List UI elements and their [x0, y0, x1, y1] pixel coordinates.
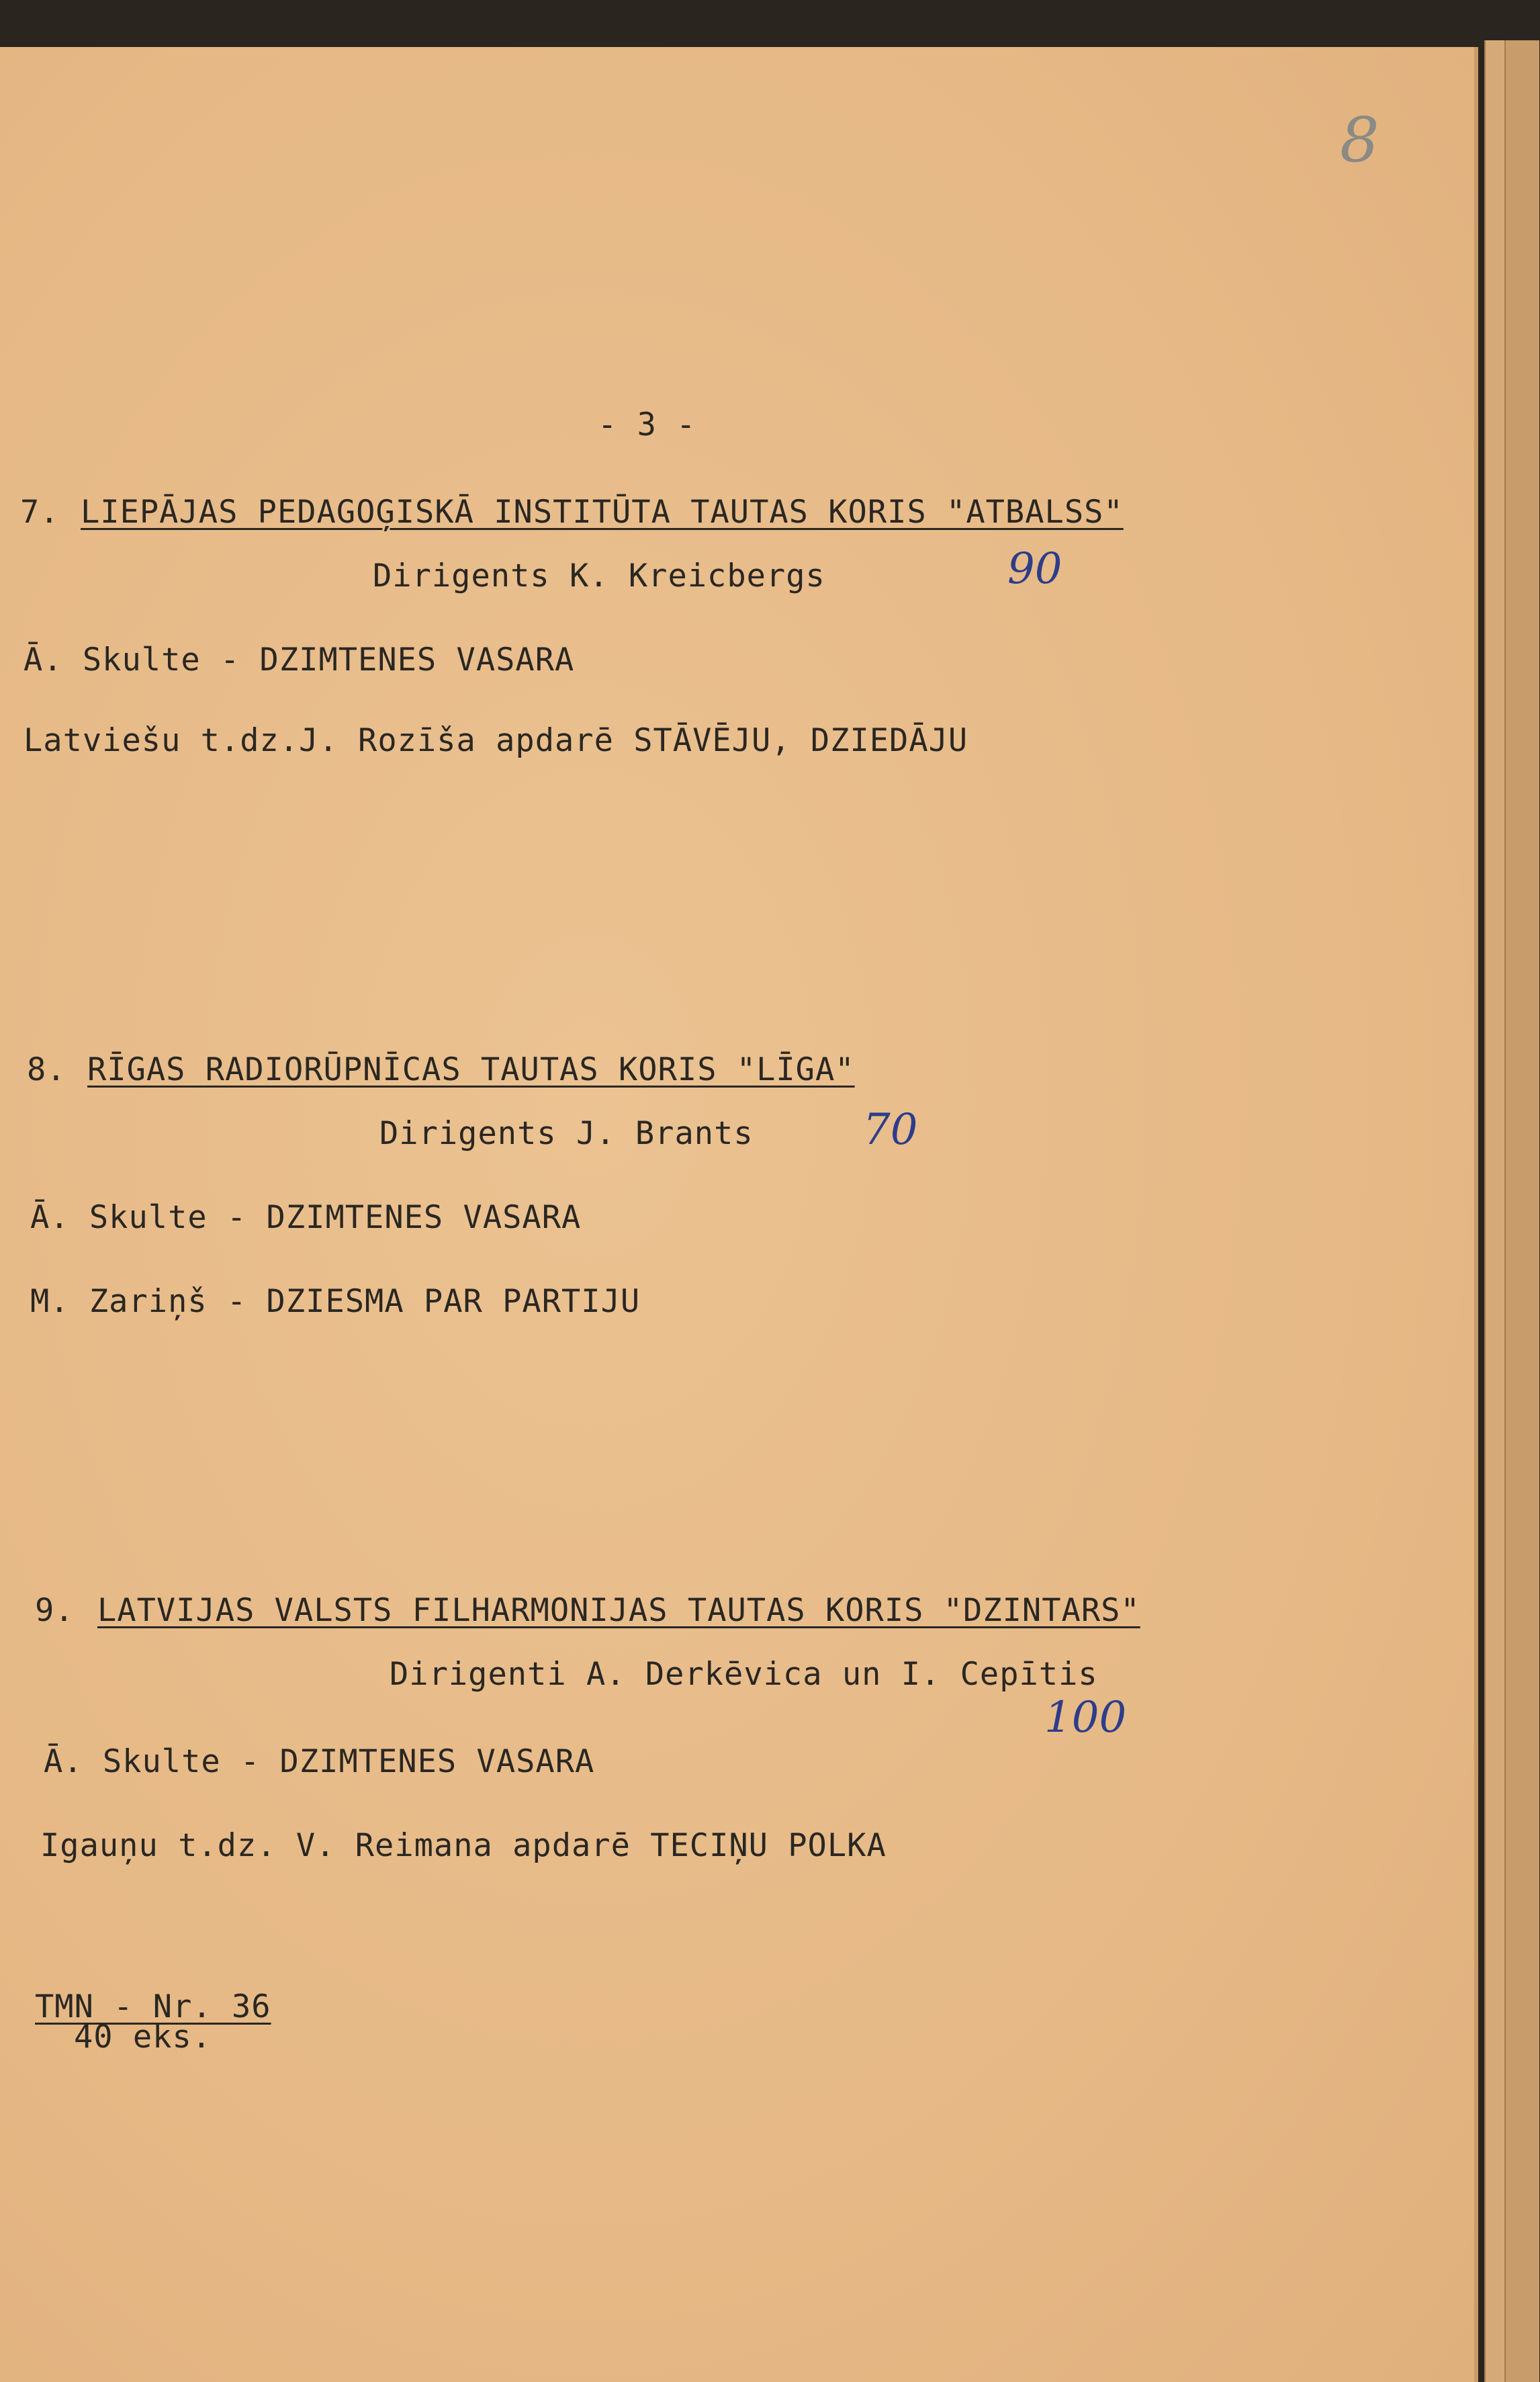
entry-7-song-2: Latviešu t.dz.J. Rozīša apdarē STĀVĒJU, DZIEDĀJU: [24, 722, 968, 759]
entry-9-number: 9.: [35, 1592, 75, 1629]
footer-copies: 40 eks.: [74, 2019, 212, 2056]
entry-8-song-2: M. Zariņš - DZIESMA PAR PARTIJU: [30, 1283, 641, 1320]
page-number: - 3 -: [598, 406, 696, 443]
document-page: [0, 47, 1474, 2382]
entry-8-number: 8.: [27, 1051, 66, 1088]
entry-7-count: 90: [1007, 544, 1062, 594]
footer-reference: TMN - Nr. 36: [35, 1988, 271, 2025]
entry-9-count: 100: [1044, 1693, 1127, 1743]
folder-edge-back: [1504, 40, 1539, 2382]
entry-8-song-1: Ā. Skulte - DZIMTENES VASARA: [30, 1199, 582, 1236]
entry-8-count: 70: [863, 1105, 918, 1155]
entry-8-heading: RĪGAS RADIORŪPNĪCAS TAUTAS KORIS "LĪGA": [87, 1051, 855, 1088]
entry-9-song-2: Igauņu t.dz. V. Reimana apdarē TECIŅU POLKA: [40, 1827, 887, 1864]
entry-8-conductor: Dirigents J. Brants: [379, 1115, 754, 1152]
entry-9-heading: LATVIJAS VALSTS FILHARMONIJAS TAUTAS KORIS "DZINTARS": [97, 1592, 1140, 1629]
entry-9-conductor: Dirigenti A. Derkēvica un I. Cepītis: [390, 1656, 1098, 1693]
entry-9-song-1: Ā. Skulte - DZIMTENES VASARA: [44, 1743, 595, 1780]
entry-7-conductor: Dirigents K. Kreicbergs: [373, 558, 825, 594]
sheet-number: 8: [1340, 104, 1379, 176]
entry-7-heading: LIEPĀJAS PEDAGOĢISKĀ INSTITŪTA TAUTAS KORIS "ATBALSS": [81, 494, 1124, 531]
entry-7-song-1: Ā. Skulte - DZIMTENES VASARA: [24, 642, 575, 678]
entry-7-number: 7.: [20, 494, 60, 531]
